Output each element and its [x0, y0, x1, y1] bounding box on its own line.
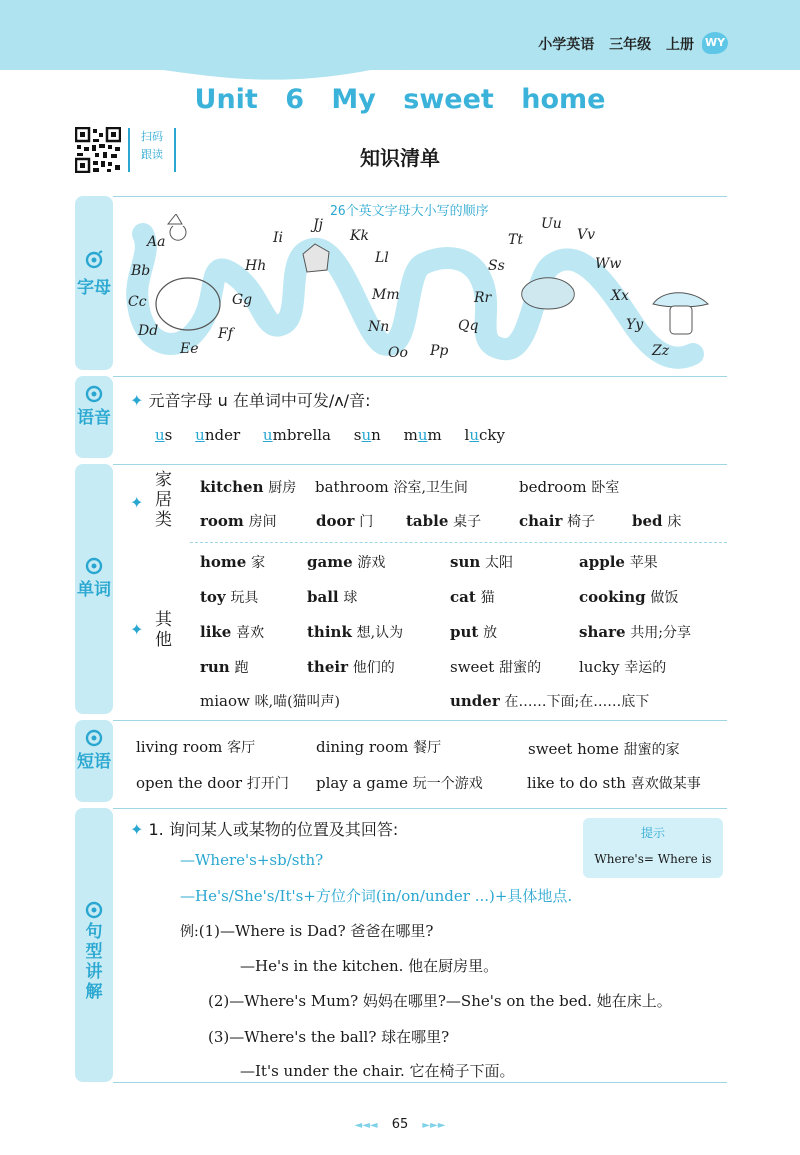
unit-title: Unit 6 My sweet home — [194, 84, 606, 115]
word-item: sweet 甜蜜的 — [450, 658, 542, 676]
letter-pp: Pp — [430, 343, 449, 359]
letter-kk: Kk — [350, 228, 369, 244]
word-item: kitchen 厨房 — [200, 478, 297, 496]
word-item: put 放 — [450, 623, 498, 641]
word-item: bed 床 — [632, 512, 682, 530]
word-item: think 想,认为 — [307, 623, 404, 641]
side-label-words: 单词 — [77, 580, 111, 600]
letter-ww: Ww — [595, 256, 622, 272]
pattern-answer: —He's/She's/It's+方位介词(in/on/under ...)+具体地点. — [180, 887, 573, 905]
side-tab-sentences — [75, 808, 113, 1082]
letter-gg: Gg — [232, 292, 253, 308]
phonics-word: umbrella — [262, 426, 332, 444]
scan-label-line1: 扫码 — [141, 130, 163, 143]
letter-dd: Dd — [138, 323, 159, 339]
phonics-word: lucky — [464, 426, 505, 444]
phonics-word: under — [195, 426, 241, 444]
word-item: toy 玩具 — [200, 588, 259, 606]
word-item: door 门 — [316, 512, 374, 530]
phrase-item: living room 客厅 — [136, 738, 256, 756]
arrows-left-icon: ◄◄◄ — [354, 1120, 378, 1131]
letter-aa: Aa — [147, 234, 166, 250]
example-1-answer: —He's in the kitchen. 他在厨房里。 — [240, 957, 499, 975]
letter-xx: Xx — [611, 288, 629, 304]
word-item: home 家 — [200, 553, 266, 571]
example-1-question: 例:(1)—Where is Dad? 爸爸在哪里? — [180, 922, 434, 940]
word-item: table 桌子 — [406, 512, 482, 530]
letter-uu: Uu — [541, 216, 562, 232]
phonics-word: sun — [353, 426, 381, 444]
letter-ii: Ii — [273, 230, 284, 246]
side-label-phrases: 短语 — [77, 752, 111, 772]
side-label-letters: 字母 — [77, 278, 111, 298]
letter-vv: Vv — [577, 227, 596, 243]
letter-zz: Zz — [652, 343, 670, 359]
letter-jj: Jj — [313, 217, 323, 233]
header-volume: 上册 — [666, 37, 694, 53]
word-item: under 在……下面;在……底下 — [450, 692, 650, 710]
word-item: bathroom 浴室,卫生间 — [315, 478, 468, 496]
word-item: cat 猫 — [450, 588, 495, 606]
example-3-answer: —It's under the chair. 它在椅子下面。 — [240, 1062, 515, 1080]
swirl-icon — [84, 556, 104, 576]
alphabet-caption: 26个英文字母大小写的顺序 — [330, 204, 489, 219]
letter-hh: Hh — [245, 258, 267, 274]
word-item: apple 苹果 — [579, 553, 658, 571]
publisher-badge: WY — [702, 32, 728, 54]
swirl-icon — [84, 728, 104, 748]
sentence-heading: ✦ 1. 询问某人或某物的位置及其回答: — [130, 820, 399, 839]
phrase-item: open the door 打开门 — [136, 774, 289, 792]
tip-text: Where's= Where is — [594, 852, 712, 866]
side-label-phonics: 语音 — [77, 408, 111, 428]
word-item: lucky 幸运的 — [579, 658, 667, 676]
phrase-item: sweet home 甜蜜的家 — [528, 740, 680, 758]
side-tab-phrases — [75, 720, 113, 802]
letter-ll: Ll — [375, 250, 389, 266]
letter-oo: Oo — [388, 345, 408, 361]
phonics-word: us — [155, 426, 173, 444]
letter-bb: Bb — [131, 263, 151, 279]
swirl-icon — [84, 250, 104, 270]
divider — [113, 720, 727, 721]
word-item: sun 太阳 — [450, 553, 514, 571]
word-item: like 喜欢 — [200, 623, 265, 641]
word-item: run 跑 — [200, 658, 249, 676]
sparkle-icon: ✦ — [130, 391, 144, 410]
swirl-icon — [84, 384, 104, 404]
word-item: room 房间 — [200, 512, 277, 530]
side-tab-words — [75, 464, 113, 714]
header-info — [538, 34, 694, 54]
divider — [113, 464, 727, 465]
letter-ff: Ff — [218, 326, 233, 342]
tip-title: 提示 — [640, 826, 665, 840]
letter-rr: Rr — [474, 290, 492, 306]
sparkle-icon: ✦ — [130, 493, 144, 512]
header-subject: 小学英语 — [538, 37, 595, 53]
phonics-rule: ✦ 元音字母 u 在单词中可发/ʌ/音: — [130, 391, 371, 410]
pattern-question: —Where's+sb/sth? — [180, 851, 324, 869]
word-item: cooking 做饭 — [579, 588, 679, 606]
word-item: miaow 咪,喵(猫叫声) — [200, 692, 340, 710]
word-item: bedroom 卧室 — [519, 478, 620, 496]
side-label-sentences: 句型讲解 — [85, 922, 103, 1002]
example-3-question: (3)—Where's the ball? 球在哪里? — [208, 1028, 450, 1046]
phonics-word: mum — [403, 426, 442, 444]
section-subtitle: 知识清单 — [360, 146, 440, 170]
letter-ss: Ss — [488, 258, 505, 274]
scan-label-line2: 跟读 — [141, 148, 163, 161]
swirl-icon — [84, 900, 104, 920]
tip-box — [583, 818, 723, 878]
letter-qq: Qq — [458, 318, 479, 334]
letter-ee: Ee — [180, 341, 199, 357]
divider — [113, 196, 727, 197]
example-2: (2)—Where's Mum? 妈妈在哪里?—She's on the bed. 她在床上。 — [208, 992, 672, 1010]
word-item: share 共用;分享 — [579, 623, 692, 641]
word-item: chair 椅子 — [519, 512, 596, 530]
divider — [190, 542, 727, 543]
letter-mm: Mm — [372, 287, 400, 303]
arrows-right-icon: ►►► — [422, 1120, 446, 1131]
phrase-item: play a game 玩一个游戏 — [316, 774, 483, 792]
phonics-word-list — [155, 426, 505, 444]
page-footer — [0, 1117, 800, 1132]
word-item: ball 球 — [307, 588, 358, 606]
sparkle-icon: ✦ — [130, 820, 144, 839]
sparkle-icon: ✦ — [130, 620, 144, 639]
letter-nn: Nn — [368, 319, 390, 335]
divider — [113, 1082, 727, 1083]
phrase-item: like to do sth 喜欢做某事 — [527, 774, 701, 792]
header-grade: 三年级 — [609, 37, 652, 53]
letter-yy: Yy — [626, 317, 644, 333]
alphabet-path-illustration — [113, 214, 727, 370]
side-tab-phonics — [75, 376, 113, 458]
page-number: 65 — [391, 1117, 409, 1132]
side-tab-letters — [75, 196, 113, 370]
word-item: their 他们的 — [307, 658, 395, 676]
letter-tt: Tt — [508, 232, 523, 248]
divider — [113, 808, 727, 809]
phrase-item: dining room 餐厅 — [316, 738, 442, 756]
word-category-home: 家居类 — [155, 470, 172, 530]
word-category-other: 其他 — [155, 610, 172, 650]
divider — [113, 376, 727, 377]
letter-cc: Cc — [128, 294, 147, 310]
word-item: game 游戏 — [307, 553, 386, 571]
